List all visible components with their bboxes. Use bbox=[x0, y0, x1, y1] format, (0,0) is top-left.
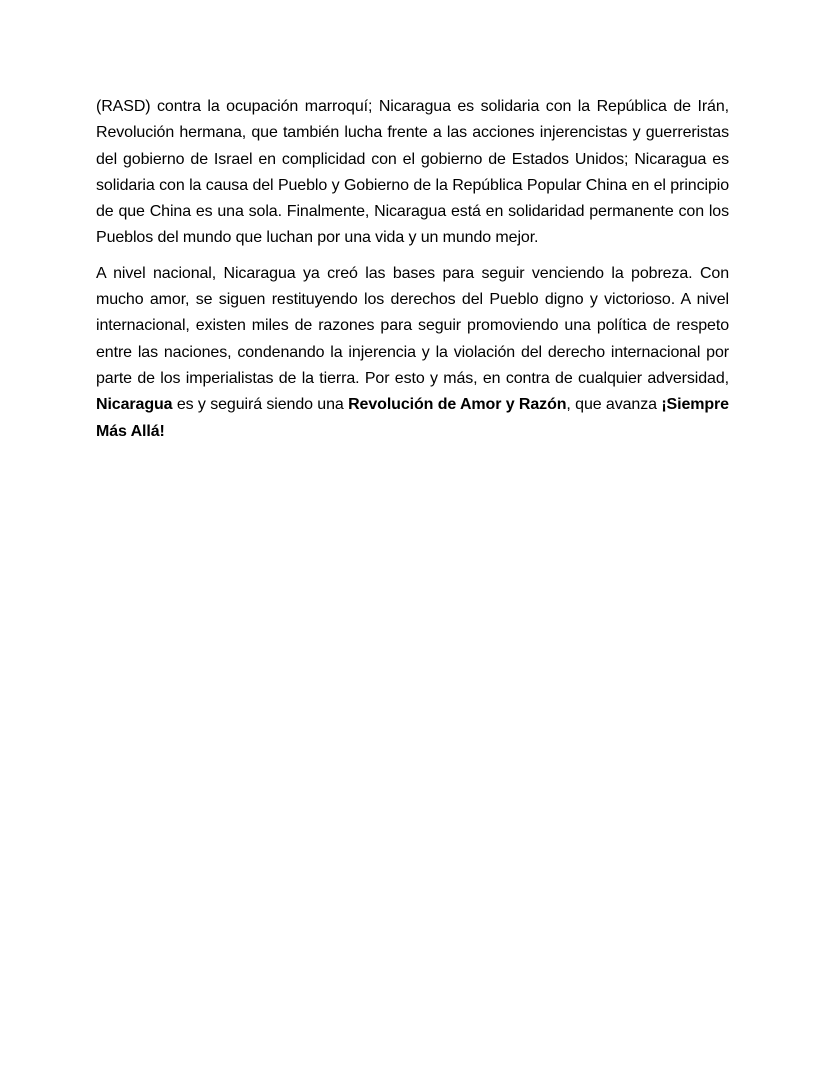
text-run: (RASD) contra la ocupación marroquí; Nicaragua es solidaria con la República de Irán, Revolución hermana, que también lucha frente a las acciones injerencistas y guerreristas del gobierno de Israel en complicidad con el gobierno de Estados Unidos; Nicaragua es solidaria con la causa del Pueblo y Gobierno de la República Popular China en el principio de que China es una sola. Finalmente, Nicaragua está en solidaridad permanente con los Pueblos del mundo que luchan por una vida y un mundo mejor. bbox=[96, 98, 729, 247]
text-run: A nivel nacional, Nicaragua ya creó las bases para seguir venciendo la pobreza. Con mucho amor, se siguen restituyendo los derechos del Pueblo digno y victorioso. A nivel internacional, existen miles de razones para seguir promoviendo una política de respeto entre las naciones, condenando la injerencia y la violación del derecho internacional por parte de los imperialistas de la tierra. Por esto y más, en contra de cualquier adversidad, bbox=[96, 264, 729, 387]
bold-text-run: Revolución de Amor y Razón bbox=[348, 396, 567, 414]
bold-text-run: Nicaragua bbox=[96, 396, 173, 414]
bold-text-run: ¡Siempre Más Allá! bbox=[96, 396, 729, 440]
paragraph bbox=[96, 94, 729, 252]
paragraph bbox=[96, 261, 729, 445]
text-run: es y seguirá siendo una bbox=[172, 396, 349, 414]
document-text-block bbox=[96, 94, 729, 445]
text-run: , que avanza bbox=[566, 396, 662, 414]
